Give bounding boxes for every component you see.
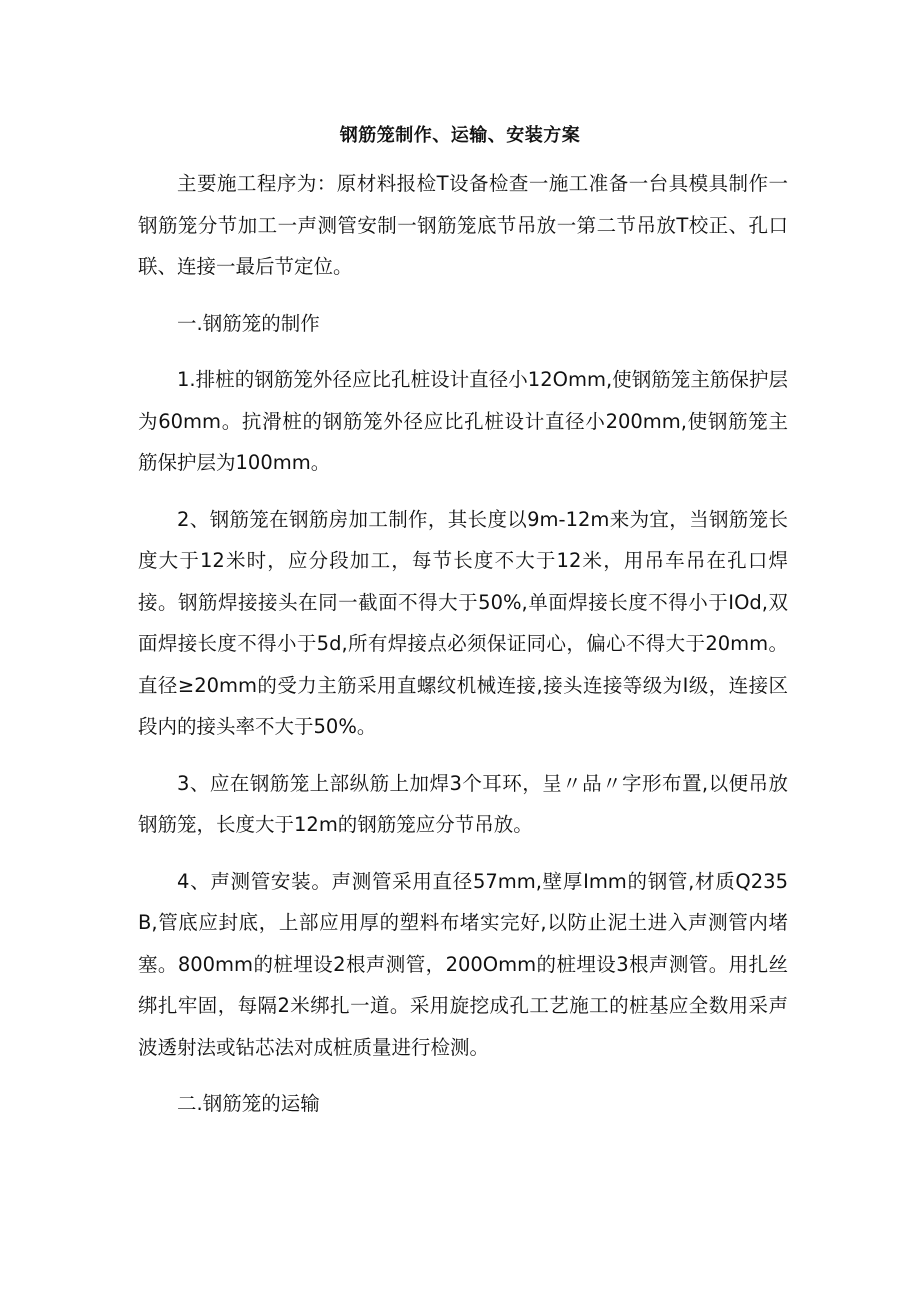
section-heading-transport: 二.钢筋笼的运输 [177, 1092, 320, 1115]
document-body [138, 163, 788, 1140]
item-4-paragraph: 4、声测管安装。声测管采用直径57mm,壁厚Imm的钢管,材质Q235B,管底应封底，上部应用厚的塑料布堵实完好,以防止泥土进入声测管内堵塞。800mm的桩埋设2根声测管，200Omm的桩埋设3根声测管。用扎丝绑扎牢固，每隔2米绑扎一道。采用旋挖成孔工艺施工的桩基应全数用采声波透射法或钻芯法对成桩质量进行检测。 [138, 869, 788, 1059]
document-title: 钢筋笼制作、运输、安装方案 [339, 125, 581, 146]
section-heading-fabrication: 一.钢筋笼的制作 [177, 311, 320, 335]
item-3-paragraph: 3、应在钢筋笼上部纵筋上加焊3个耳环，呈〃品〃字形布置,以便吊放钢筋笼，长度大于12m的钢筋笼应分节吊放。 [138, 771, 788, 836]
item-2-paragraph: 2、钢筋笼在钢筋房加工制作，其长度以9m-12m来为宜，当钢筋笼长度大于12米时，应分段加工，每节长度不大于12米，用吊车吊在孔口焊接。钢筋焊接接头在同一截面不得大于50%,单面焊接长度不得小于IOd,双面焊接长度不得小于5d,所有焊接点必须保证同心，偏心不得大于20mm。直径≥20mm的受力主筋采用直螺纹机械连接,接头连接等级为I级，连接区段内的接头率不大于50%。 [138, 507, 788, 738]
item-1-paragraph: 1.排桩的钢筋笼外径应比孔桩设计直径小12Omm,使钢筋笼主筋保护层为60mm。抗滑桩的钢筋笼外径应比孔桩设计直径小200mm,使钢筋笼主筋保护层为100mm。 [138, 368, 788, 474]
intro-paragraph: 主要施工程序为：原材料报检T设备检查一施工准备一台具模具制作一钢筋笼分节加工一声测管安制一钢筋笼底节吊放一第二节吊放T校正、孔口联、连接一最后节定位。 [138, 172, 788, 278]
